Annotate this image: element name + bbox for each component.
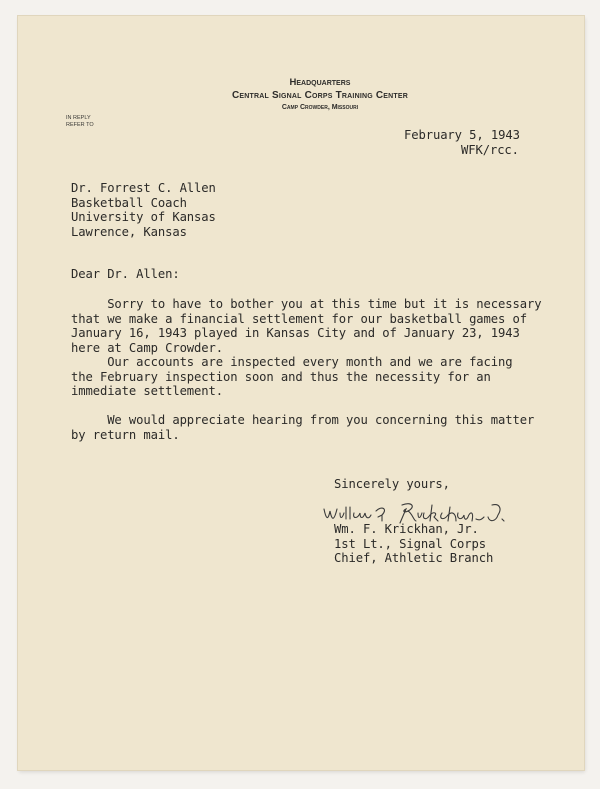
paragraph-line: the February inspection soon and thus the necessity for an xyxy=(71,369,491,384)
paragraph-line: that we make a financial settlement for our basketball games of xyxy=(71,311,527,326)
recipient-address xyxy=(71,181,216,239)
signer-name: Wm. F. Krickhan, Jr. xyxy=(334,522,479,536)
signature-block xyxy=(334,522,493,566)
letterhead-organization: Central Signal Corps Training Center xyxy=(231,90,409,101)
recipient-title: Basketball Coach xyxy=(71,195,187,210)
paragraph-3 xyxy=(71,413,534,442)
salutation: Dear Dr. Allen: xyxy=(71,267,180,281)
signer-position: Chief, Athletic Branch xyxy=(334,551,494,566)
paragraph-line: January 16, 1943 played in Kansas City and of January 23, 1943 xyxy=(71,326,520,341)
signer-rank: 1st Lt., Signal Corps xyxy=(334,536,486,551)
reply-reference-label xyxy=(66,115,94,128)
reply-label-line1: IN REPLY xyxy=(66,115,91,121)
reference-initials: WFK/rcc. xyxy=(461,143,519,157)
reply-label-line2: REFER TO xyxy=(66,121,94,128)
paragraph-2 xyxy=(71,355,513,399)
paragraph-line: here at Camp Crowder. xyxy=(71,340,223,355)
paragraph-1 xyxy=(71,297,541,355)
recipient-city: Lawrence, Kansas xyxy=(71,224,187,239)
paragraph-line: Sorry to have to bother you at this time but it is necessary xyxy=(71,297,542,311)
complimentary-close: Sincerely yours, xyxy=(334,477,450,491)
letterhead-location: Camp Crowder, Missouri xyxy=(281,104,359,111)
recipient-institution: University of Kansas xyxy=(71,210,216,225)
letter-date: February 5, 1943 xyxy=(404,128,520,142)
paragraph-line: immediate settlement. xyxy=(71,384,223,399)
paragraph-line: by return mail. xyxy=(71,427,180,442)
recipient-name: Dr. Forrest C. Allen xyxy=(71,181,216,195)
letterhead-headquarters: Headquarters xyxy=(289,77,351,88)
letter-page xyxy=(18,16,584,770)
paragraph-line: We would appreciate hearing from you concerning this matter xyxy=(71,413,535,427)
paragraph-line: Our accounts are inspected every month and we are facing xyxy=(71,355,513,369)
